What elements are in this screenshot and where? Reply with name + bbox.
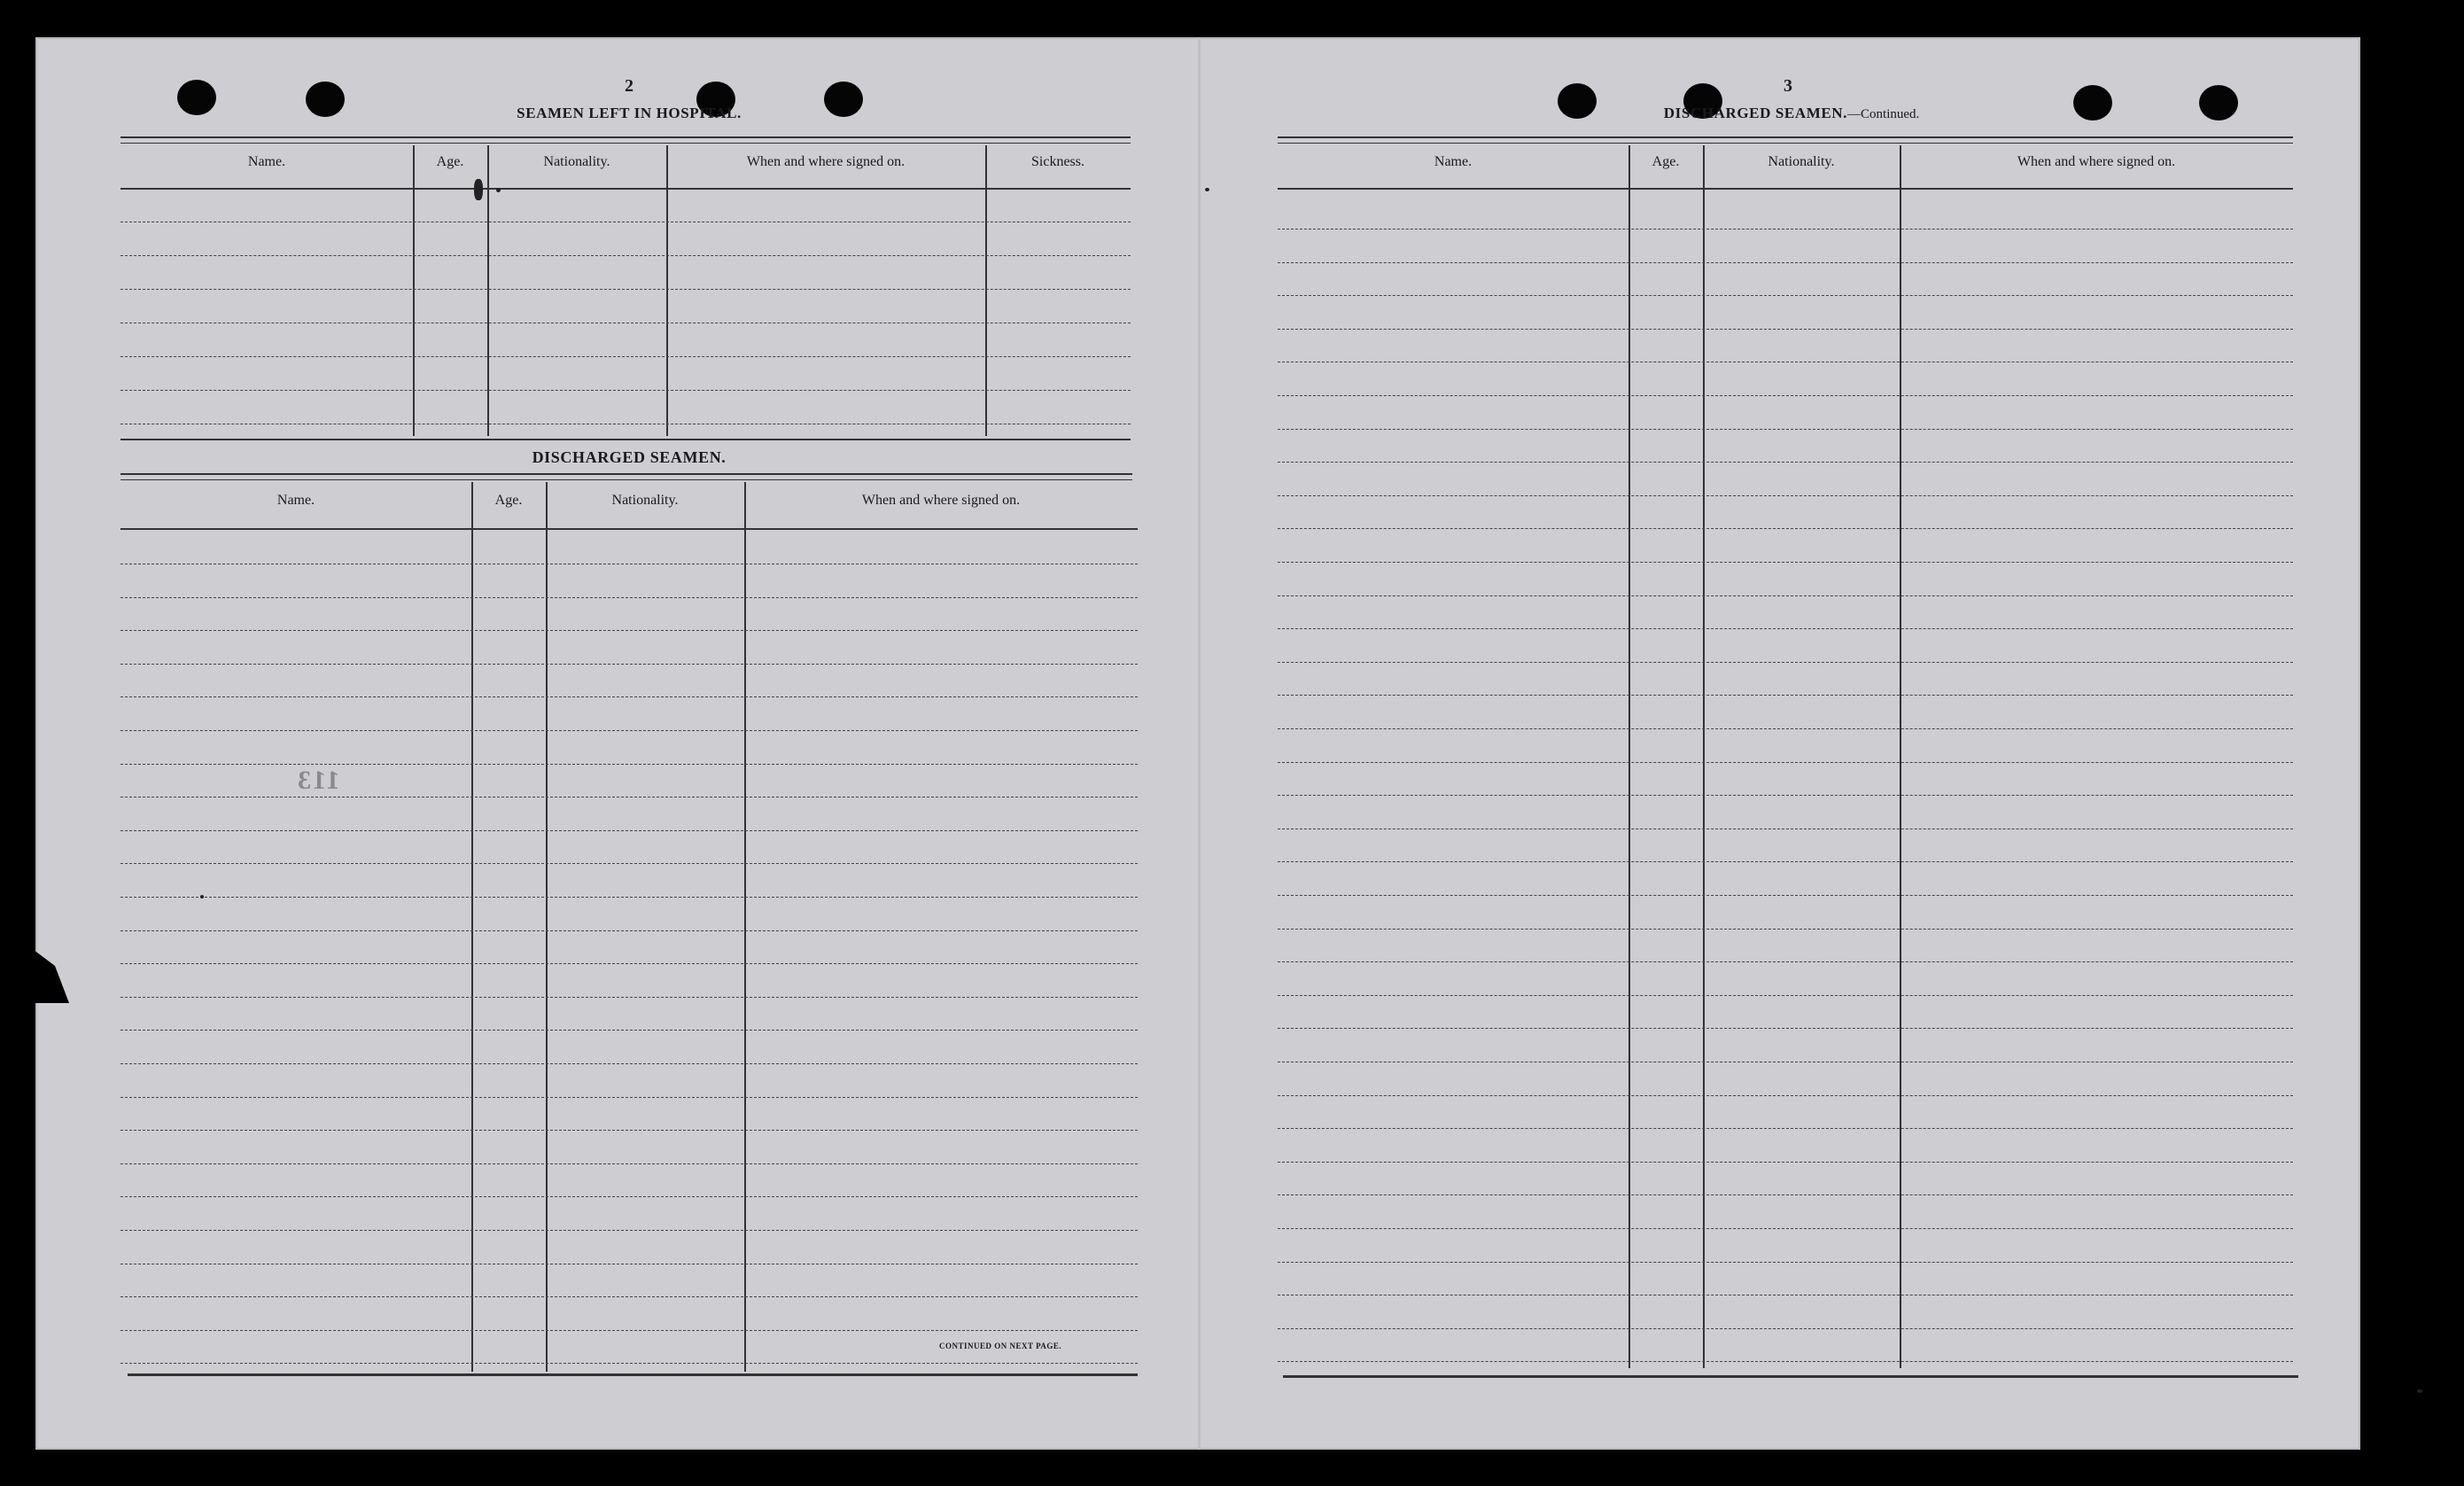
entry-line: [120, 764, 1138, 765]
entry-line: [120, 830, 1138, 831]
ink-speck: [200, 895, 204, 899]
discharged-table: [120, 482, 1138, 1373]
title-rule: [120, 473, 1132, 480]
entry-line: [1278, 395, 2293, 396]
entry-line: [1278, 1262, 2293, 1263]
page-number: 3: [1784, 76, 1792, 96]
entry-line: [1278, 1328, 2293, 1329]
column-divider: [471, 482, 473, 1372]
title-rule: [1278, 136, 2293, 144]
entry-line: [1278, 1128, 2293, 1129]
column-header-age: Age.: [436, 154, 464, 169]
entry-line: [120, 1130, 1138, 1131]
bottom-rule: [1283, 1375, 2298, 1378]
entry-line: [1278, 762, 2293, 763]
column-header-signed-on: When and where signed on.: [2017, 154, 2176, 169]
entry-line: [1278, 995, 2293, 996]
ink-speck: [2417, 1389, 2422, 1393]
entry-line: [120, 1063, 1138, 1064]
entry-line: [120, 963, 1138, 964]
entry-line: [1278, 695, 2293, 696]
entry-line: [1278, 728, 2293, 729]
entry-line: [1278, 628, 2293, 629]
entry-line: [120, 664, 1138, 665]
entry-line: [120, 356, 1131, 357]
entry-line: [120, 255, 1131, 256]
hospital-section-title: SEAMEN LEFT IN HOSPITAL.: [517, 105, 742, 121]
entry-line: [120, 863, 1138, 864]
entry-line: [120, 1363, 1138, 1364]
entry-line: [120, 1097, 1138, 1098]
entry-line: [120, 1030, 1138, 1031]
entry-line: [1278, 795, 2293, 796]
column-divider: [666, 145, 668, 436]
column-divider: [985, 145, 987, 436]
column-header-nationality: Nationality.: [1768, 154, 1835, 169]
entry-line: [1278, 1162, 2293, 1163]
entry-line: [120, 730, 1138, 731]
entry-line: [1278, 562, 2293, 563]
entry-line: [1278, 595, 2293, 596]
discharged-continued-table: [1278, 145, 2293, 1370]
column-header-signed-on: When and where signed on.: [746, 154, 906, 169]
table-header: [1278, 145, 2293, 190]
title-main: DISCHARGED SEAMEN.: [1663, 105, 1848, 121]
entry-line: [120, 1230, 1138, 1231]
entry-line: [120, 1330, 1138, 1331]
right-page: [1198, 37, 2360, 1450]
entry-line: [120, 1296, 1138, 1297]
entry-line: [1278, 1095, 2293, 1096]
ink-speck: [496, 188, 501, 192]
column-header-name: Name.: [1434, 154, 1473, 169]
table-header: [120, 482, 1138, 530]
discharged-section-title: DISCHARGED SEAMEN.: [532, 448, 727, 466]
entry-line: [1278, 1228, 2293, 1229]
entry-line: [120, 930, 1138, 931]
entry-line: [1278, 1028, 2293, 1029]
column-header-age: Age.: [1652, 154, 1680, 169]
left-page: [35, 37, 1198, 1450]
entry-line: [120, 630, 1138, 631]
title-continued: —Continued.: [1847, 107, 1920, 121]
entry-line: [1278, 295, 2293, 296]
column-divider: [487, 145, 489, 436]
entry-line: [1278, 262, 2293, 263]
column-header-nationality: Nationality.: [543, 154, 610, 169]
entry-line: [1278, 329, 2293, 330]
entry-line: [120, 390, 1131, 391]
ink-speck: [474, 179, 483, 200]
column-header-name: Name.: [247, 154, 286, 169]
bottom-rule: [128, 1373, 1138, 1376]
entry-line: [1278, 528, 2293, 529]
column-divider: [744, 482, 746, 1372]
entry-line: [1278, 1361, 2293, 1362]
column-header-sickness: Sickness.: [1031, 154, 1084, 169]
entry-line: [1278, 861, 2293, 862]
entry-line: [1278, 961, 2293, 962]
column-header-nationality: Nationality.: [611, 493, 679, 508]
entry-line: [120, 997, 1138, 998]
entry-line: [1278, 495, 2293, 496]
entry-line: [1278, 229, 2293, 230]
entry-line: [1278, 895, 2293, 896]
entry-line: [1278, 929, 2293, 930]
document-sheet: [35, 37, 2360, 1450]
entry-line: [120, 289, 1131, 290]
entry-line: [120, 897, 1138, 898]
section-rule: [120, 439, 1131, 440]
column-divider: [413, 145, 415, 436]
page-number: 2: [625, 76, 633, 96]
entry-line: [1278, 1194, 2293, 1195]
entry-line: [1278, 429, 2293, 430]
bleed-through-mark: 113: [296, 766, 340, 795]
entry-line: [1278, 662, 2293, 663]
continued-section-title: [1623, 105, 1960, 122]
column-divider: [546, 482, 548, 1372]
title-rule: [120, 136, 1131, 144]
column-header-signed-on: When and where signed on.: [861, 493, 1021, 508]
entry-line: [120, 696, 1138, 697]
hospital-table: [120, 145, 1131, 438]
column-header-age: Age.: [494, 493, 523, 508]
entry-line: [120, 597, 1138, 598]
column-header-name: Name.: [276, 493, 315, 508]
entry-line: [120, 1163, 1138, 1164]
entry-line: [1278, 462, 2293, 463]
continued-note: CONTINUED ON NEXT PAGE.: [939, 1342, 1062, 1350]
table-header: [120, 145, 1131, 190]
entry-line: [120, 1196, 1138, 1197]
